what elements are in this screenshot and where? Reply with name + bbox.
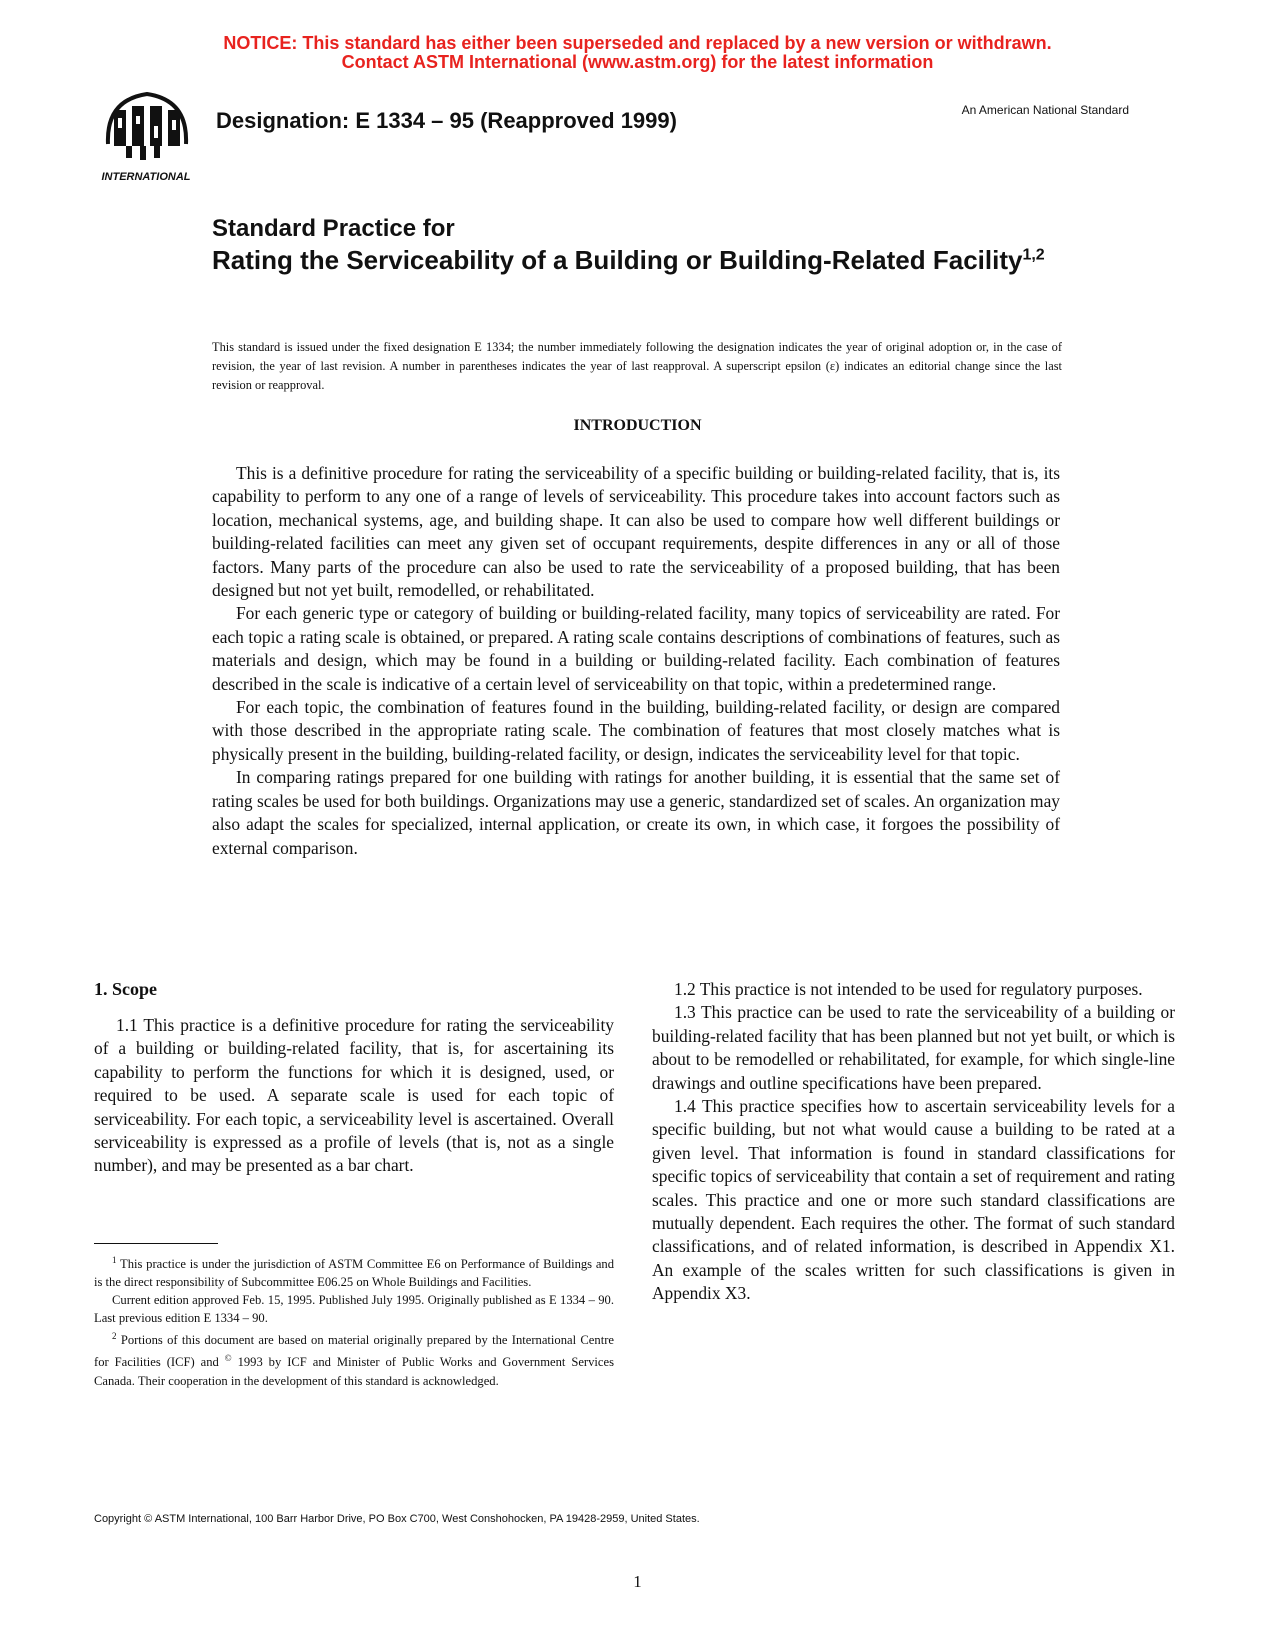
issue-note: This standard is issued under the fixed designation E 1334; the number immediately following the designation indicates the year of original adoption or, in the case of revision, the year of last revision. A number in parentheses indicates the year of last reapproval. A superscript epsilon (ε) indicates an editorial change since the last revision or reapproval. — [212, 340, 1062, 392]
copyright-footer: Copyright © ASTM International, 100 Barr Harbor Drive, PO Box C700, West Conshohocken, PA 19428-2959, United States. — [94, 1513, 700, 1525]
footnote-1-edition: Current edition approved Feb. 15, 1995. Published July 1995. Originally published as E 1334 – 90. Last previous edition E 1334 – 90. — [94, 1293, 614, 1326]
intro-paragraph: This is a definitive procedure for rating the serviceability of a specific building or building-related facility, that is, its capability to perform to any one of a range of levels of serviceability. This procedure takes into account factors such as location, mechanical systems, age, and building shape. It can also be used to compare how well different buildings or building-related facilities can meet any given set of occupant requirements, despite differences in any or all of those factors. Many parts of the procedure can also be used to rate the serviceability of a proposed building, that has been designed but not yet built, remodelled, or rehabilitated. — [212, 463, 1060, 601]
footnote-1-text: This practice is under the jurisdiction of ASTM Committee E6 on Performance of Buildings and is the direct responsibility of Subcommittee E06.25 on Whole Buildings and Facilities. — [94, 1257, 615, 1290]
notice-line-1: NOTICE: This standard has either been superseded and replaced by a new version or withdrawn. — [223, 33, 1052, 53]
copyright-mark: © — [224, 1353, 232, 1364]
scope-paragraph-1-3: 1.3 This practice can be used to rate the serviceability of a building or building-related facility that has been planned but not yet built, or which is about to be remodelled or rehabilitated, for example, for which single-line drawings and outline specifications have been prepared. — [652, 1002, 1175, 1093]
intro-paragraph: For each topic, the combination of features found in the building, building-related facility, or design are compared with those described in the appropriate rating scale. The combination of features that most closely matches what is physically present in the building, building-related facility, or design, indicates the serviceability level for that topic. — [212, 697, 1060, 764]
scope-paragraph-1-4: 1.4 This practice specifies how to ascertain serviceability levels for a specific building, but not what would cause a building to be rated at a given level. That information is found in standard classifications for specific topics of serviceability that contain a set of requirement and rating scales. This practice and one or more such standard classifications are mutually dependent. Each requires the other. The format of such standard classifications, and of related information, is described in Appendix X1. An example of the scales written for such classifications is given in Appendix X3. — [652, 1096, 1175, 1304]
footnote-1-mark: 1 — [112, 1255, 117, 1265]
document-title — [212, 214, 1072, 276]
right-column — [652, 978, 1175, 1306]
title-footnote-refs: 1,2 — [1022, 246, 1045, 264]
footnote-1 — [94, 1251, 614, 1291]
intro-paragraph: In comparing ratings prepared for one building with ratings for another building, it is essential that the same set of rating scales be used for both buildings. Organizations may use a generic, standardized set of scales. An organization may also adapt the scales for specialized, internal application, or create its own, in which case, it forgoes the possibility of external comparison. — [212, 767, 1060, 858]
scope-paragraph-1-2: 1.2 This practice is not intended to be used for regulatory purposes. — [674, 979, 1143, 999]
logo-wordmark: INTERNATIONAL — [101, 171, 191, 183]
title-main: Rating the Serviceability of a Building or Building-Related Facility — [212, 245, 1023, 275]
footnote-2-text-a: Portions of this document are based on material originally prepared by the International Centre for Facilities (ICF) and — [94, 1333, 614, 1370]
scope-heading: 1. Scope — [94, 979, 157, 999]
footnote-2-mark: 2 — [112, 1331, 117, 1342]
footnotes — [94, 1251, 614, 1390]
footnote-divider — [94, 1243, 218, 1244]
american-national-standard-label: An American National Standard — [961, 103, 1129, 117]
intro-paragraph: For each generic type or category of building or building-related facility, many topics of serviceability are rated. For each topic a rating scale is obtained, or prepared. A rating scale contains descriptions of combinations of features, such as materials and design, which may be found in a building or building-related facility. Each combination of features described in the scale is indicative of a certain level of serviceability on that topic, within a predetermined range. — [212, 603, 1060, 694]
astm-logo — [92, 86, 202, 186]
footnote-2-text-b: 1993 by ICF and Minister of Public Works and Government Services Canada. Their cooperation in the development of this standard is acknowledged. — [94, 1355, 614, 1388]
left-column — [94, 978, 614, 1178]
title-line-2 — [212, 244, 1072, 276]
footnote-2 — [94, 1327, 614, 1389]
notice-line-2: Contact ASTM International (www.astm.org) for the latest information — [341, 52, 934, 72]
title-line-1: Standard Practice for — [212, 215, 455, 242]
introduction-body — [212, 462, 1060, 860]
withdrawal-notice — [0, 34, 1275, 72]
scope-paragraph-1-1: 1.1 This practice is a definitive procedure for rating the serviceability of a building or building-related facility, that is, for ascertaining its capability to perform the functions for which it is designed, used, or required to be used. A separate scale is used for each topic of serviceability. For each topic, a serviceability level is ascertained. Overall serviceability is expressed as a profile of levels (that is, not as a single number), and may be presented as a bar chart. — [94, 1015, 614, 1176]
introduction-heading: INTRODUCTION — [573, 417, 702, 434]
page-number: 1 — [633, 1572, 642, 1591]
designation: Designation: E 1334 – 95 (Reapproved 1999) — [216, 108, 677, 133]
